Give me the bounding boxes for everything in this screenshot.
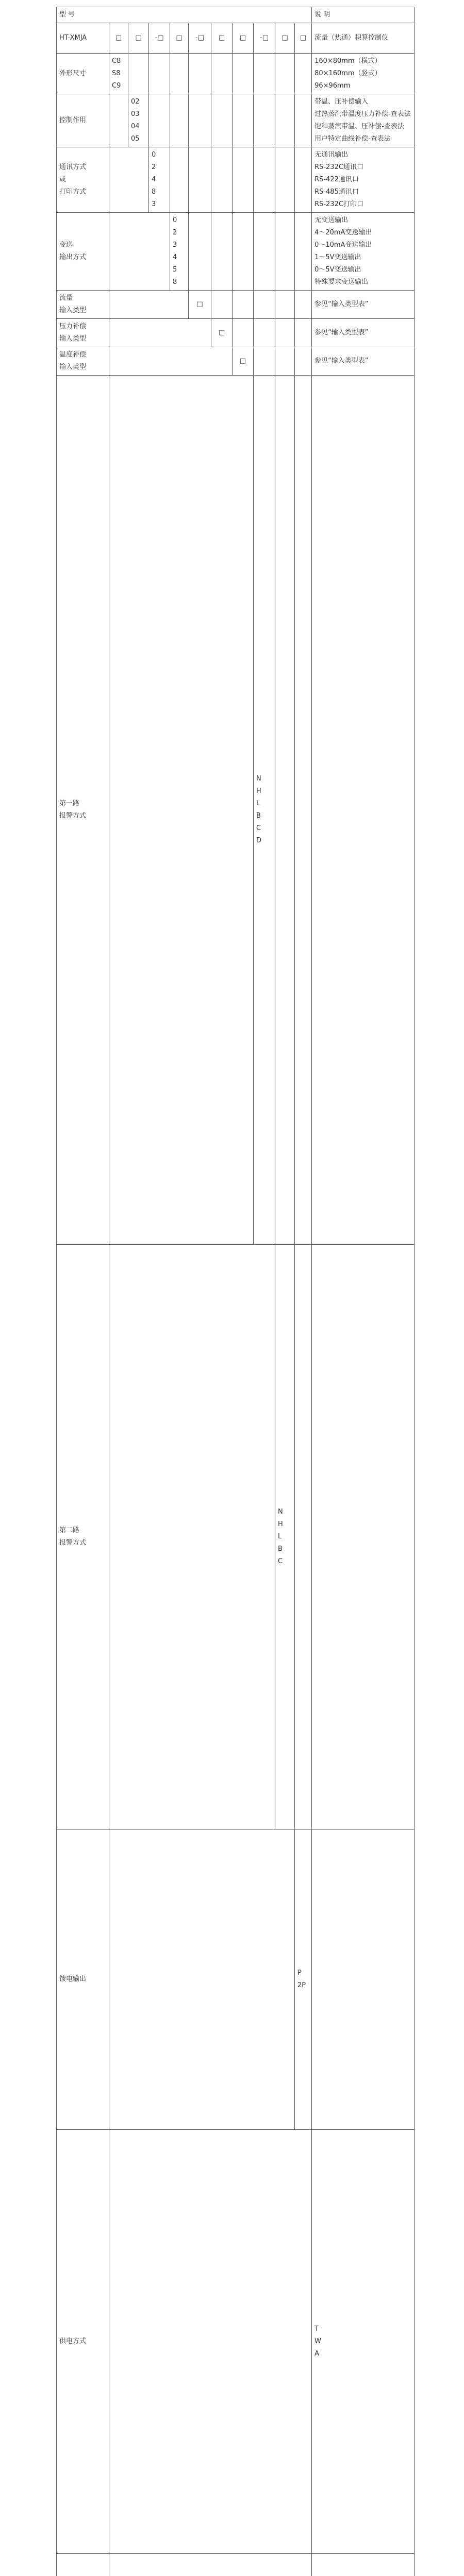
control-codes: 02 03 04 05 — [128, 94, 149, 147]
model-cell: □ — [170, 23, 189, 54]
size-row — [57, 54, 415, 94]
row-label: 供电方式 — [57, 2130, 109, 2554]
alarm1-codes: N H L B C D — [254, 376, 275, 1245]
row-label: 通讯方式 或 打印方式 — [57, 147, 109, 213]
feed-row — [57, 1829, 415, 2130]
row-label: 外形尺寸 — [57, 54, 109, 94]
header-row — [57, 7, 415, 23]
flow-codes: □ — [189, 291, 211, 319]
model-cell: □ — [233, 23, 254, 54]
temp-row — [57, 347, 415, 376]
model-cell: -□ — [149, 23, 170, 54]
row-desc: 无变送输出 4～20mA变送输出 0～10mA变送输出 1～5V变送输出 0～5V变送输出 特殊要求变送输出 — [312, 213, 415, 291]
row-desc: 参见“输入类型表” — [312, 347, 415, 376]
model-desc: 流量（热通）积算控制仪 — [312, 23, 415, 54]
feed-codes: P 2P — [295, 1829, 312, 2130]
trans-codes: 0 2 3 4 5 8 — [170, 213, 189, 291]
alarm2-codes: N H L B C — [275, 1245, 295, 1829]
row-label: 控制作用 — [57, 94, 109, 147]
model-header: 型 号 — [57, 7, 312, 23]
accuracy-row — [57, 2554, 415, 2576]
alarm2-row — [57, 1245, 415, 1829]
model-cell: □ — [109, 23, 128, 54]
model-cell: □ — [211, 23, 233, 54]
press-row — [57, 319, 415, 347]
row-desc: 带温、压补偿输入 过热蒸汽带温度压力补偿-查表法 饱和蒸汽带温、压补偿-查表法 用户特定曲线补偿-查表法 — [312, 94, 415, 147]
row-label: 馈电输出 — [57, 1829, 109, 2130]
row-desc: 无通讯输出 RS-232C通讯口 RS-422通讯口 RS-485通讯口 RS-232C打印口 — [312, 147, 415, 213]
flow-row — [57, 291, 415, 319]
model-cell: □ — [128, 23, 149, 54]
row-desc: 参见“输入类型表” — [312, 291, 415, 319]
model-cell: -□ — [254, 23, 275, 54]
row-label: 流量 输入类型 — [57, 291, 109, 319]
row-label: 温度补偿 输入类型 — [57, 347, 109, 376]
accuracy-codes — [312, 2554, 415, 2576]
row-label: 压力补偿 输入类型 — [57, 319, 109, 347]
model-cell: -□ — [189, 23, 211, 54]
model-label: HT-XMJA — [57, 23, 109, 54]
row-desc: 160×80mm（横式） 80×160mm（竖式） 96×96mm — [312, 54, 415, 94]
row-label: 变送 输出方式 — [57, 213, 109, 291]
model-selection-table — [56, 7, 415, 2576]
desc-header: 说 明 — [312, 7, 415, 23]
power-row — [57, 2130, 415, 2554]
row-label: 第一路 报警方式 — [57, 376, 109, 1245]
model-row — [57, 23, 415, 54]
press-codes: □ — [211, 319, 233, 347]
trans-row — [57, 213, 415, 291]
model-cell: □ — [295, 23, 312, 54]
row-desc: 参见“输入类型表” — [312, 319, 415, 347]
comm-row — [57, 147, 415, 213]
row-label: 第二路 报警方式 — [57, 1245, 109, 1829]
comm-codes: 0 2 4 8 3 — [149, 147, 170, 213]
alarm1-row — [57, 376, 415, 1245]
size-codes: C8 S8 C9 — [109, 54, 128, 94]
temp-codes: □ — [233, 347, 254, 376]
model-cell: □ — [275, 23, 295, 54]
power-codes: T W A — [312, 2130, 415, 2554]
row-label — [57, 2554, 109, 2576]
control-row — [57, 94, 415, 147]
